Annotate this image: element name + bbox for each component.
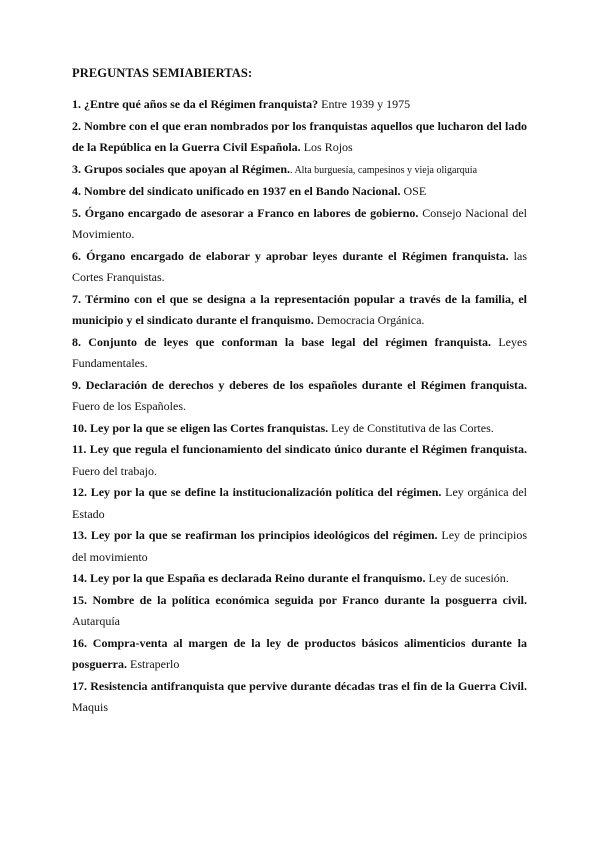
answer-text: las Cortes Franquistas. [72, 248, 528, 284]
question-1 [72, 94, 527, 116]
question-3 [72, 159, 527, 182]
answer-text: Consejo Nacional del Movimiento. [72, 205, 528, 241]
answer-text: Fuero del trabajo. [72, 463, 157, 478]
question-8 [72, 332, 527, 375]
question-text: 9. Declaración de derechos y deberes de los españoles durante el Régimen franquista. [72, 377, 527, 392]
answer-text: Entre 1939 y 1975 [321, 97, 411, 111]
question-text: 5. Órgano encargado de asesorar a Franco en labores de gobierno. [72, 205, 419, 220]
answer-text: Los Rojos [303, 140, 353, 154]
answer-text: Ley de Constitutiva de las Cortes. [331, 420, 494, 435]
question-text: 14. Ley por la que España es declarada Reino durante el franquismo. [72, 571, 426, 585]
question-text: 2. Nombre con el que eran nombrados por los franquistas aquellos que lucharon del lado de la República en la Guerra Civil Española. [72, 118, 527, 154]
question-15 [72, 590, 527, 633]
question-17 [72, 676, 527, 719]
question-11 [72, 439, 527, 482]
question-text: 17. Resistencia antifranquista que pervive durante décadas tras el fin de la Guerra Civil. [72, 678, 527, 693]
question-14 [72, 568, 527, 590]
document-page [72, 66, 527, 719]
answer-text: Ley orgánica del Estado [72, 485, 527, 521]
question-text: 12. Ley por la que se define la institucionalización política del régimen. [72, 485, 442, 499]
question-text: 6. Órgano encargado de elaborar y aprobar leyes durante el Régimen franquista. [72, 248, 509, 263]
question-text: 4. Nombre del sindicato unificado en 1937 en el Bando Nacional. [72, 184, 401, 198]
question-6 [72, 246, 527, 289]
answer-text: Autarquía [72, 614, 120, 628]
question-text: 13. Ley por la que se reafirman los principios ideológicos del régimen. [72, 528, 438, 542]
question-text: 8. Conjunto de leyes que conforman la base legal del régimen franquista. [72, 334, 492, 349]
question-7 [72, 289, 527, 332]
question-4 [72, 181, 527, 203]
question-10 [72, 418, 527, 440]
question-13 [72, 525, 527, 568]
page-heading: PREGUNTAS SEMIABIERTAS: [72, 66, 253, 80]
question-text: 1. ¿Entre qué años se da el Régimen franquista? [72, 97, 319, 111]
question-12 [72, 482, 527, 525]
question-16 [72, 633, 527, 676]
question-text: 3. Grupos sociales que apoyan al Régimen. [72, 161, 291, 176]
question-9 [72, 375, 527, 418]
answer-text: Ley de principios del movimiento [72, 528, 528, 564]
answer-text: Estraperlo [130, 657, 180, 671]
answer-text: Democracia Orgánica. [316, 313, 425, 327]
answer-text: Maquis [72, 700, 108, 714]
question-5 [72, 203, 527, 246]
question-text: 10. Ley por la que se eligen las Cortes franquistas. [72, 420, 329, 435]
answer-text: Fuero de los Españoles. [72, 399, 186, 413]
answer-text: . Alta burguesía, campesinos y vieja oligarquía [290, 164, 478, 176]
question-text: 15. Nombre de la política económica seguida por Franco durante la posguerra civil. [72, 592, 527, 607]
question-text: 16. Compra-venta al margen de la ley de productos básicos alimenticios durante la posguerra. [72, 635, 527, 671]
question-text: 11. Ley que regula el funcionamiento del sindicato único durante el Régimen franquista. [72, 442, 527, 456]
answer-text: Leyes Fundamentales. [72, 334, 527, 370]
question-2 [72, 116, 527, 159]
answer-text: Ley de sucesión. [428, 571, 509, 585]
question-text: 7. Término con el que se designa a la representación popular a través de la familia, el municipio y el sindicato durante el franquismo. [72, 291, 527, 327]
answer-text: OSE [403, 184, 427, 198]
